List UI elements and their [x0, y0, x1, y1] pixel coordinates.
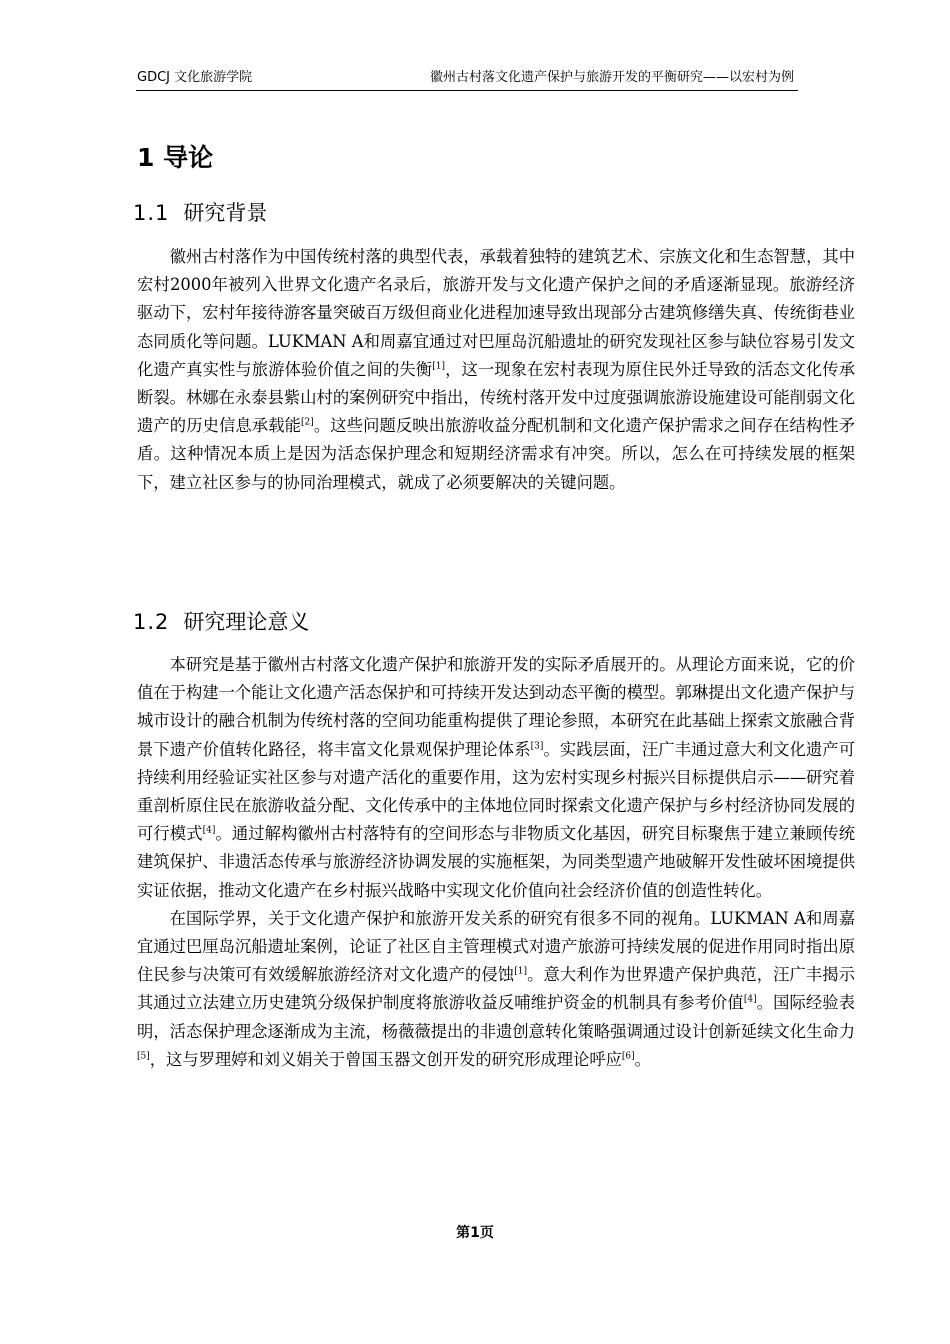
citation: [2]: [301, 417, 314, 428]
text-run: 。通过解构徽州古村落特有的空间形态与非物质文化基因，研究目标聚焦于建立兼顾传统建筑保护、非遗活态传承与旅游经济协调发展的实施框架，为同类型遗产地破解开发性破坏困境提供实证依据，推动文化遗产在乡村振兴战略中实现文化价值向社会经济价值的创造性转化。: [137, 824, 855, 900]
section-title: 研究理论意义: [183, 610, 310, 634]
citation: [4]: [202, 825, 216, 836]
text-run: 徽州古村落作为中国传统村落的典型代表，承载着独特的建筑艺术、宗族文化和生态智慧，其中宏村2000年被列入世界文化遗产名录后，旅游开发与文化遗产保护之间的矛盾逐渐显现。旅游经济驱动下，宏村年接待游客量突破百万级但商业化进程加速导致出现部分古建筑修缮失真、传统街巷业态同质化等问题。LUKMAN A和周嘉宜通过对巴厘岛沉船遗址的研究发现社区参与缺位容易引发文化遗产真实性与旅游体验价值之间的失衡: [137, 247, 855, 379]
text-run: ，这与罗理婷和刘义娟关于曾国玉器文创开发的研究形成理论呼应: [149, 1049, 622, 1069]
citation: [1]: [514, 966, 527, 977]
header-divider: [136, 90, 798, 91]
text-run: 本研究是基于徽州古村落文化遗产保护和旅游开发的实际矛盾展开的。从理论方面来说，它的价值在于构建一个能让文化遗产活态保护和可持续开发达到动态平衡的模型。郭琳提出文化遗产保护与城市设计的融合机制为传统村落的空间功能重构提供了理论参照，本研究在此基础上探索文旅融合背景下遗产价值转化路径，将丰富文化景观保护理论体系: [137, 655, 855, 759]
citation: [4]: [743, 995, 757, 1006]
section-number: 1.2: [133, 610, 170, 634]
section-title: 研究背景: [183, 201, 268, 225]
paragraph-significance: [137, 651, 855, 1074]
text-run: 。: [634, 1049, 651, 1069]
text-run: 。实践层面，汪广丰通过意大利文化遗产可持续利用经验证实社区参与对遗产活化的重要作用，这为宏村实现乡村振兴目标提供启示——研究着重剖析原住民在旅游收益分配、文化传承中的主体地位同时探索文化遗产保护与乡村经济协同发展的可行模式: [137, 739, 855, 844]
citation: [6]: [621, 1051, 635, 1062]
citation: [5]: [137, 1051, 150, 1062]
text-run: 在国际学界，关于文化遗产保护和旅游开发关系的研究有很多不同的视角。LUKMAN A和周嘉宜通过巴厘岛沉船遗址案例，论证了社区自主管理模式对遗产旅游可持续发展的促进作用同时指出原住民参与决策可有效缓解旅游经济对文化遗产的侵蚀: [137, 908, 855, 985]
text-run: 。这些问题反映出旅游收益分配机制和文化遗产保护需求之间存在结构性矛盾。这种情况本质上是因为活态保护理念和短期经济需求有冲突。所以，怎么在可持续发展的框架下，建立社区参与的协同治理模式，就成了必须要解决的关键问题。: [137, 416, 855, 492]
text-run: 。国际经验表明，活态保护理念逐渐成为主流，杨薇薇提出的非遗创意转化策略强调通过设计创新延续文化生命力: [137, 993, 855, 1041]
section-heading-1-1: [133, 198, 267, 228]
section-heading-1-2: [133, 607, 309, 637]
text-run: 。意大利作为世界遗产保护典范，汪广丰揭示其通过立法建立历史建筑分级保护制度将旅游收益反哺维护资金的机制具有参考价值: [137, 965, 855, 1013]
page-number: 第1页: [456, 1225, 494, 1241]
section-number: 1.1: [133, 201, 170, 225]
text-run: ，这一现象在宏村表现为原住民外迁导致的活态文化传承断裂。林娜在永泰县紫山村的案例研究中指出，传统村落开发中过度强调旅游设施建设可能削弱文化遗产的历史信息承载能: [137, 359, 855, 436]
header-institution: GDCJ 文化旅游学院: [137, 70, 253, 85]
page-header: [137, 68, 797, 88]
paragraph-background: [137, 243, 855, 497]
citation: [1]: [432, 361, 445, 372]
header-thesis-title: 徽州古村落文化遗产保护与旅游开发的平衡研究——以宏村为例: [429, 70, 794, 85]
citation: [3]: [530, 741, 544, 752]
chapter-title: 1 导论: [137, 143, 214, 172]
